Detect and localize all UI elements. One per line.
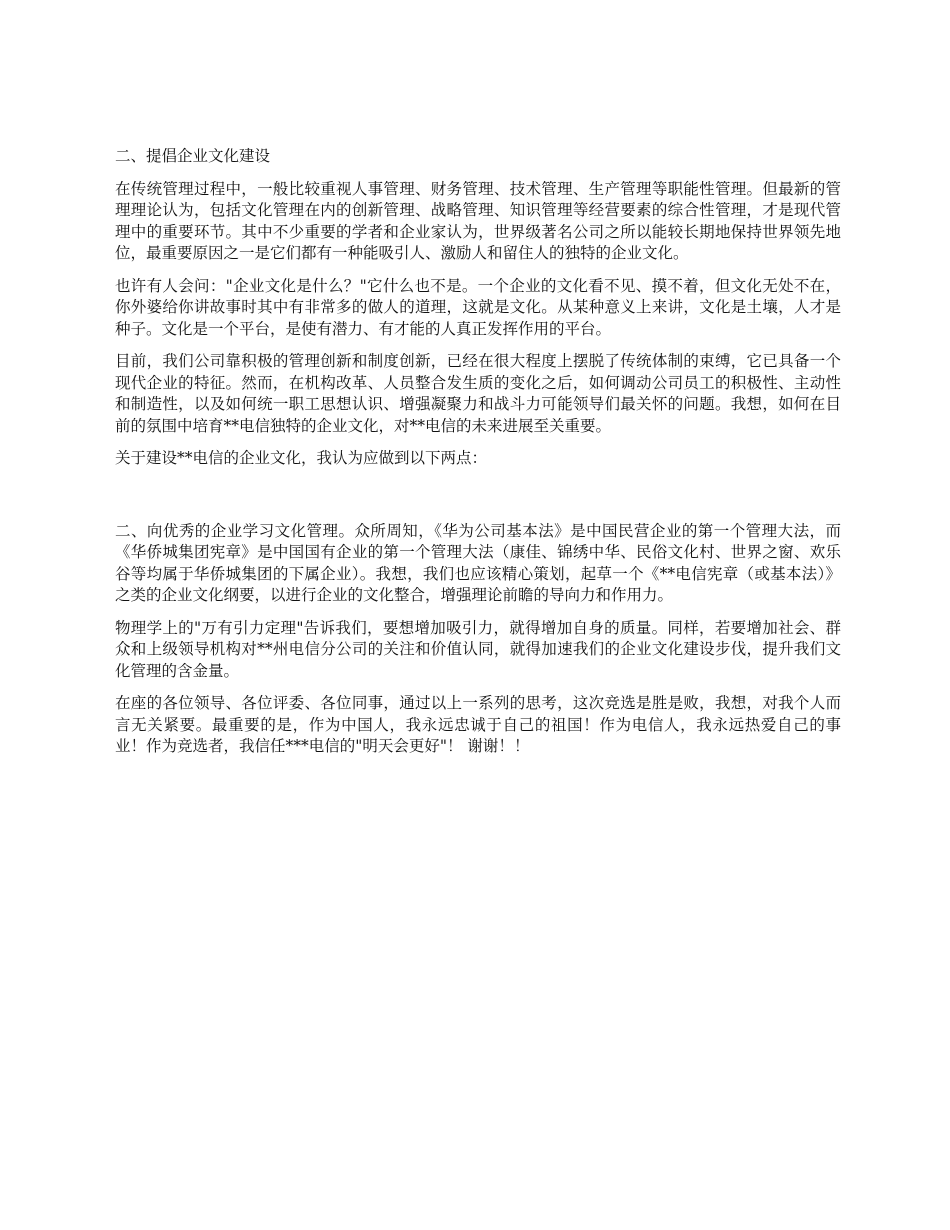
paragraph-two-points-intro: 关于建设**电信的企业文化，我认为应做到以下两点：	[115, 449, 488, 467]
paragraph-gravitation: 物理学上的"万有引力定理"告诉我们，要想增加吸引力，就得增加自身的质量。同样，若要增加社会、群众和上级领导机构对**州电信分公司的关注和价值认同，就得加速我们的企业文化建设步伐，提升我们文化管理的含金量。	[115, 618, 841, 680]
paragraph-closing: 在座的各位领导、各位评委、各位同事，通过以上一系列的思考，这次竞选是胜是败，我想，对我个人而言无关紧要。最重要的是，作为中国人，我永远忠诚于自己的祖国！作为电信人，我永远热爱自己的事业！作为竞选者，我信任***电信的"明天会更好"！ 谢谢！！	[115, 694, 841, 755]
paragraph-current-situation: 目前，我们公司靠积极的管理创新和制度创新，已经在很大程度上摆脱了传统体制的束缚，它已具备一个现代企业的特征。然而，在机构改革、人员整合发生质的变化之后，如何调动公司员工的积极性、主动性和制造性，以及如何统一职工思想认识、增强凝聚力和战斗力可能领导们最关怀的问题。我想，如何在目前的氛围中培育**电信独特的企业文化，对**电信的未来进展至关重要。	[115, 352, 841, 435]
document-page	[115, 146, 841, 769]
section-heading: 二、提倡企业文化建设	[115, 147, 271, 165]
section-gap	[115, 481, 841, 521]
paragraph-learn-from-excellent: 二、向优秀的企业学习文化管理。众所周知，《华为公司基本法》是中国民营企业的第一个管理大法，而《华侨城集团宪章》是中国国有企业的第一个管理大法（康佳、锦绣中华、民俗文化村、世界之窗、欢乐谷等均属于华侨城集团的下属企业）。我想，我们也应该精心策划，起草一个《**电信宪章（或基本法）》之类的企业文化纲要，以进行企业的文化整合，增强理论前瞻的导向力和作用力。	[115, 521, 841, 604]
paragraph-what-is-culture: 也许有人会问："企业文化是什么？"它什么也不是。一个企业的文化看不见、摸不着，但文化无处不在，你外婆给你讲故事时其中有非常多的做人的道理，这就是文化。从某种意义上来讲，文化是土壤，人才是种子。文化是一个平台，是使有潜力、有才能的人真正发挥作用的平台。	[115, 276, 841, 338]
paragraph-traditional-management: 在传统管理过程中，一般比较重视人事管理、财务管理、技术管理、生产管理等职能性管理。但最新的管理理论认为，包括文化管理在内的创新管理、战略管理、知识管理等经营要素的综合性管理，才是现代管理中的重要环节。其中不少重要的学者和企业家认为，世界级著名公司之所以能较长期地保持世界领先地位，最重要原因之一是它们都有一种能吸引人、激励人和留住人的独特的企业文化。	[115, 179, 841, 262]
